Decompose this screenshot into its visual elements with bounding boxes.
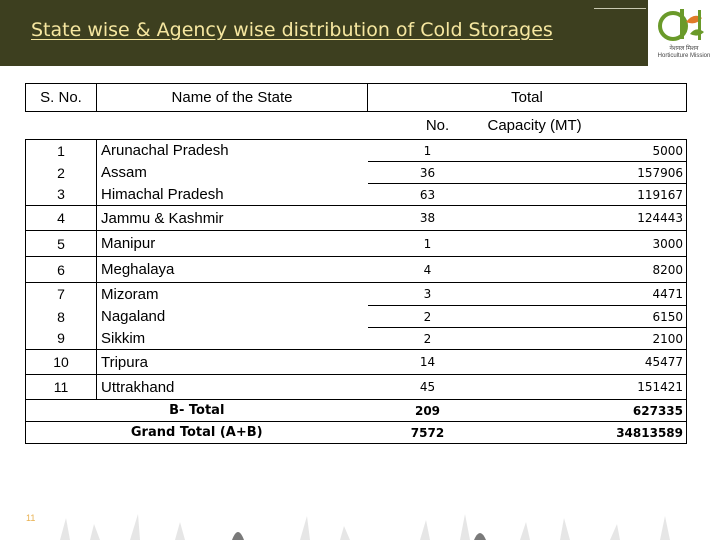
row-sno: 3	[26, 184, 97, 206]
row-sno: 1	[26, 140, 97, 162]
row-capacity: 8200	[488, 257, 687, 283]
grass-footer-decoration	[0, 508, 720, 540]
row-no: 14	[368, 350, 488, 375]
logo-caption-hindi: नेशनल मिशन	[669, 46, 699, 52]
cold-storage-table	[25, 83, 687, 444]
table-row	[26, 140, 687, 162]
header-total: Total	[368, 84, 687, 112]
row-sno: 8	[26, 306, 97, 328]
subheader-blank	[97, 112, 368, 140]
subheader-blank	[26, 112, 97, 140]
row-capacity: 4471	[488, 283, 687, 306]
grand-total-label: Grand Total (A+B)	[26, 422, 368, 444]
row-capacity: 2100	[488, 328, 687, 350]
row-capacity: 124443	[488, 206, 687, 231]
row-no: 38	[368, 206, 488, 231]
row-no: 4	[368, 257, 488, 283]
row-sno: 5	[26, 231, 97, 257]
row-no: 45	[368, 375, 488, 400]
row-capacity: 5000	[488, 140, 687, 162]
header-state: Name of the State	[97, 84, 368, 112]
header-sno: S. No.	[26, 84, 97, 112]
row-sno: 2	[26, 162, 97, 184]
table-row	[26, 283, 687, 306]
table-row	[26, 328, 687, 350]
row-sno: 11	[26, 375, 97, 400]
table-subheader-row	[26, 112, 687, 140]
page-title: State wise & Agency wise distribution of Cold Storages	[31, 19, 553, 41]
row-sno: 7	[26, 283, 97, 306]
grand-total-row	[26, 422, 687, 444]
row-no: 36	[368, 162, 488, 184]
title-bar-divider	[594, 8, 646, 9]
table-row	[26, 206, 687, 231]
row-capacity: 3000	[488, 231, 687, 257]
row-state: Jammu & Kashmir	[97, 206, 368, 231]
grand-total-capacity: 34813589	[488, 422, 687, 444]
subtotal-label: B- Total	[26, 400, 368, 422]
row-capacity: 6150	[488, 306, 687, 328]
row-state: Nagaland	[97, 306, 368, 328]
row-no: 1	[368, 231, 488, 257]
table-row	[26, 257, 687, 283]
table-row	[26, 184, 687, 206]
row-state: Uttrakhand	[97, 375, 368, 400]
row-state: Meghalaya	[97, 257, 368, 283]
table-row	[26, 350, 687, 375]
header-capacity: Capacity (MT)	[488, 112, 687, 140]
table-header-row	[26, 84, 687, 112]
row-capacity: 157906	[488, 162, 687, 184]
table-row	[26, 231, 687, 257]
row-state: Manipur	[97, 231, 368, 257]
row-state: Mizoram	[97, 283, 368, 306]
row-no: 63	[368, 184, 488, 206]
subtotal-row	[26, 400, 687, 422]
row-no: 3	[368, 283, 488, 306]
row-capacity: 119167	[488, 184, 687, 206]
row-capacity: 45477	[488, 350, 687, 375]
row-state: Arunachal Pradesh	[97, 140, 368, 162]
row-sno: 9	[26, 328, 97, 350]
subtotal-no: 209	[368, 400, 488, 422]
table-row	[26, 375, 687, 400]
table-row	[26, 306, 687, 328]
row-sno: 4	[26, 206, 97, 231]
row-capacity: 151421	[488, 375, 687, 400]
row-state: Himachal Pradesh	[97, 184, 368, 206]
row-no: 2	[368, 306, 488, 328]
logo-caption-english: Horticulture Mission	[657, 53, 711, 59]
header-no: No.	[368, 112, 488, 140]
row-no: 2	[368, 328, 488, 350]
subtotal-capacity: 627335	[488, 400, 687, 422]
logo-caption	[652, 46, 716, 60]
row-state: Tripura	[97, 350, 368, 375]
row-state: Sikkim	[97, 328, 368, 350]
row-sno: 6	[26, 257, 97, 283]
row-sno: 10	[26, 350, 97, 375]
table-row	[26, 162, 687, 184]
grand-total-no: 7572	[368, 422, 488, 444]
row-no: 1	[368, 140, 488, 162]
page-number: 11	[26, 513, 36, 523]
row-state: Assam	[97, 162, 368, 184]
